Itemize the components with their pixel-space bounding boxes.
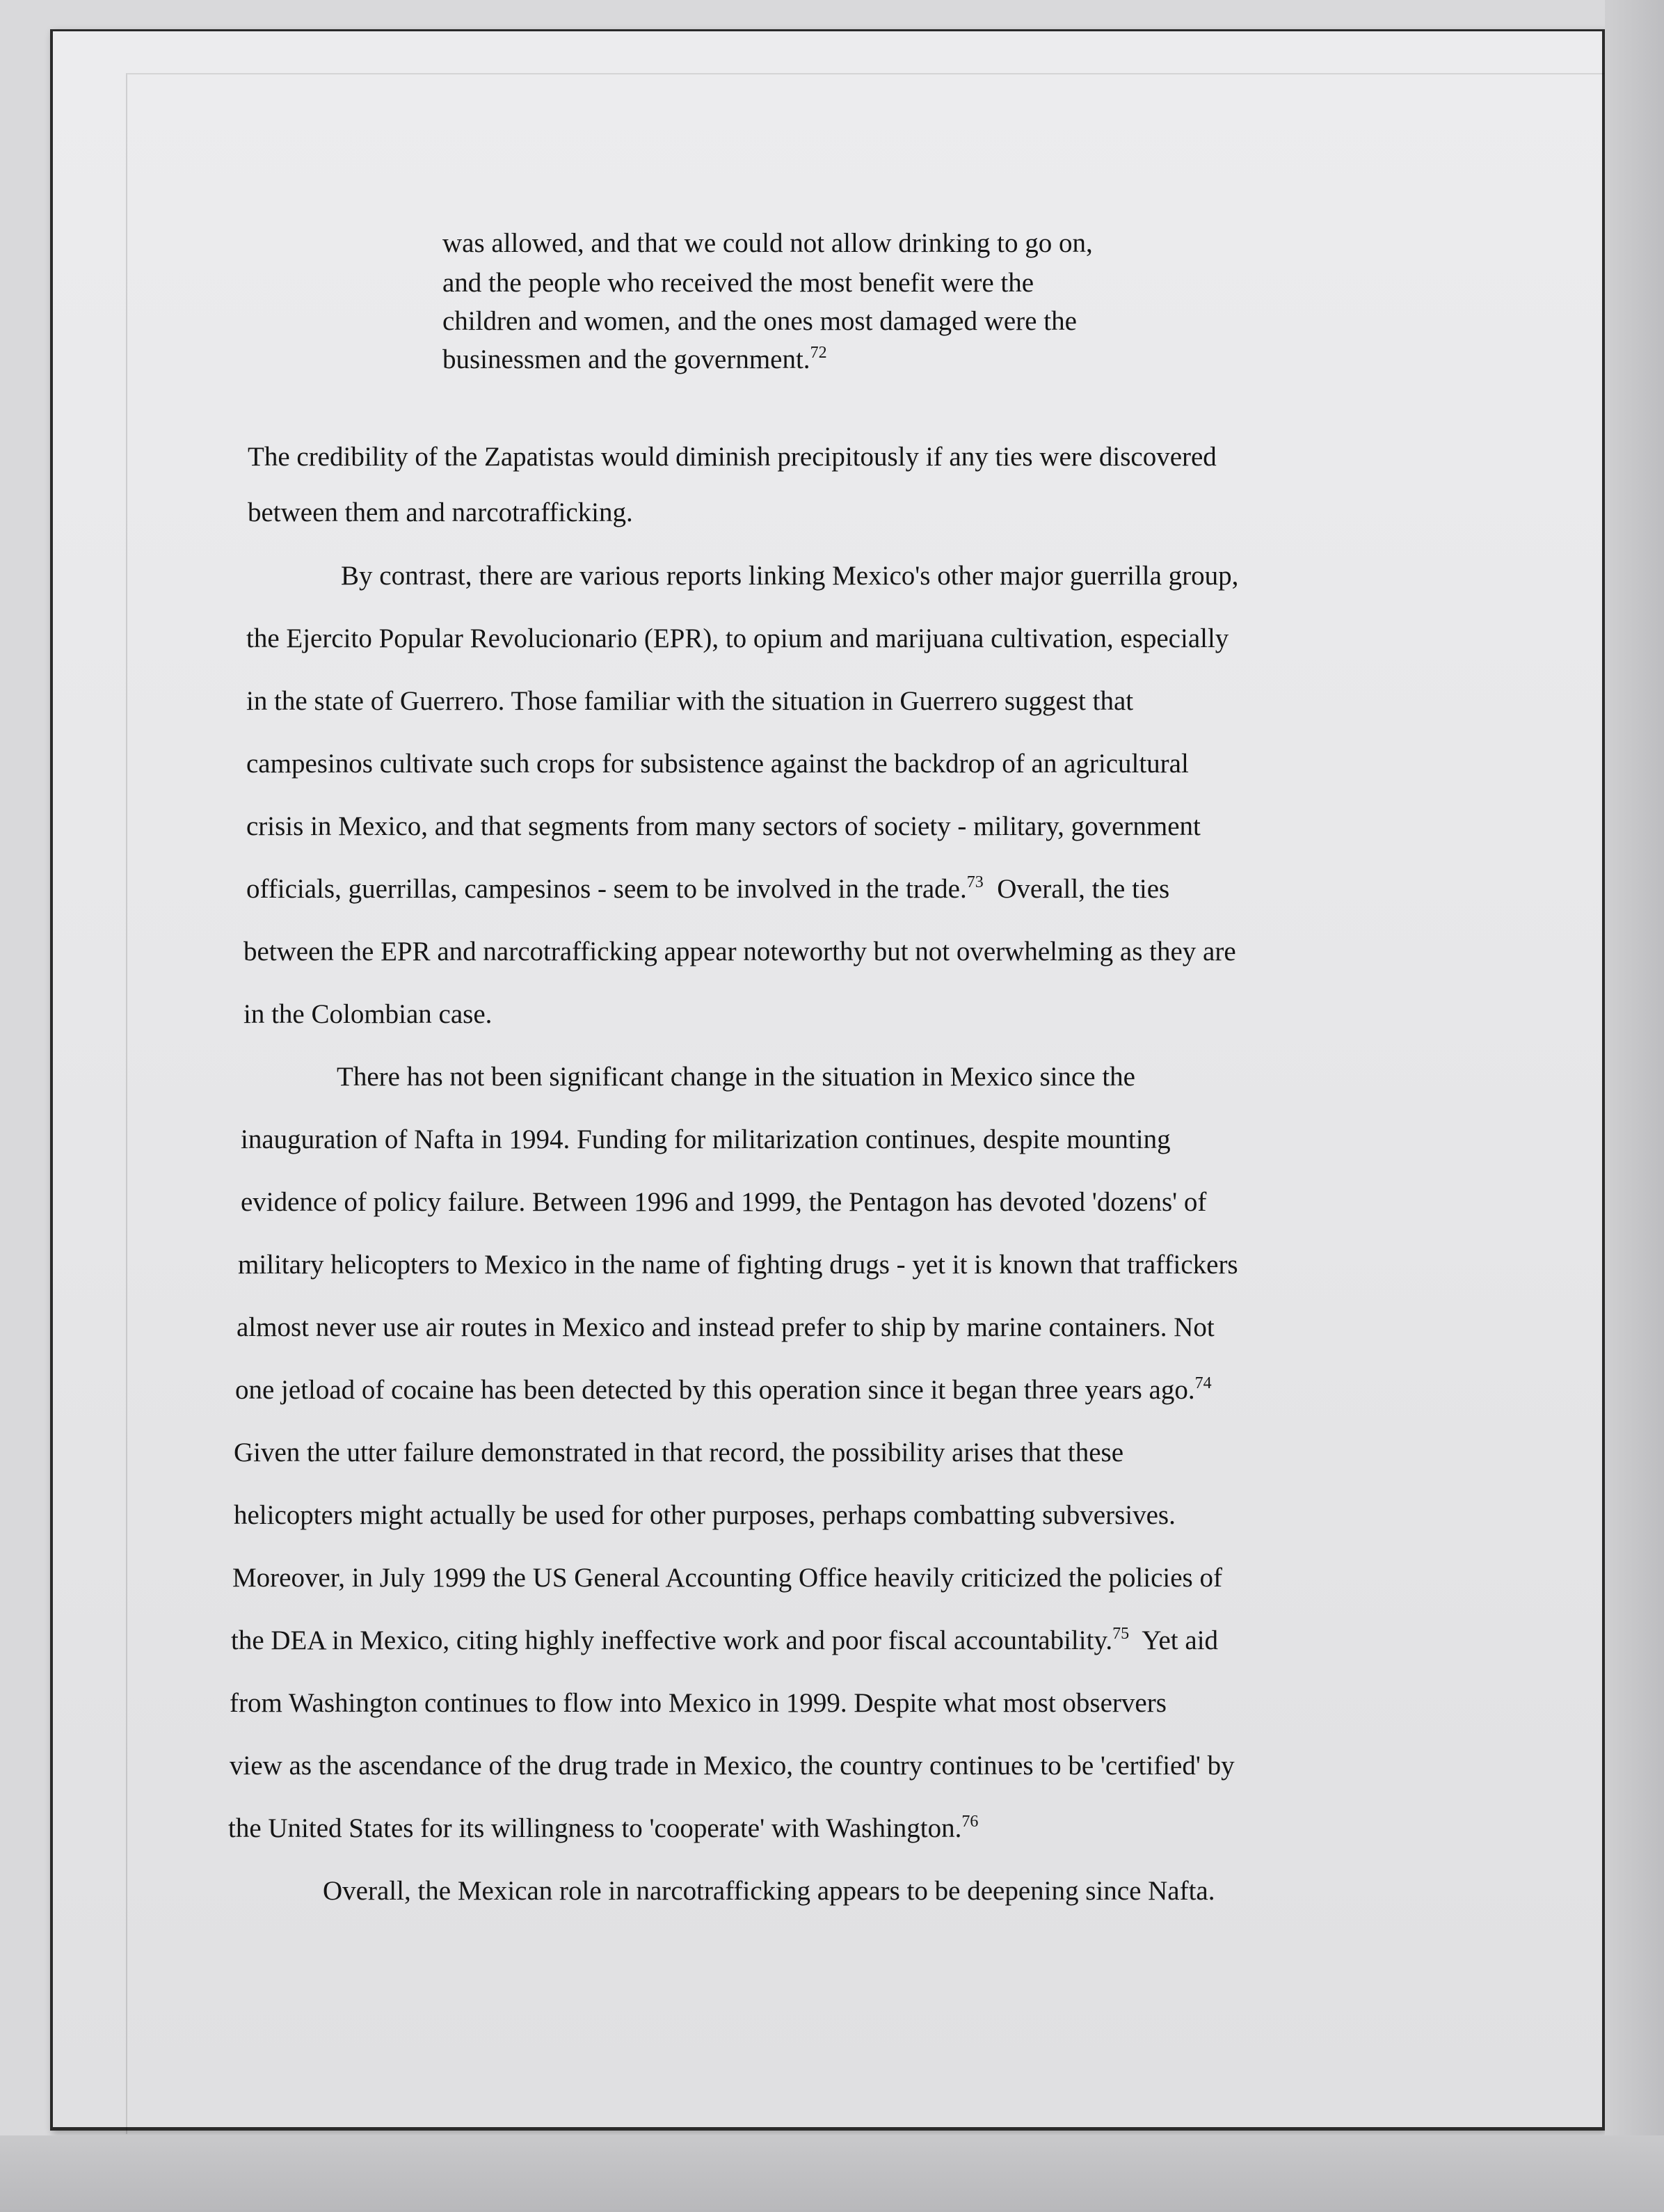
block-quote-text: businessmen and the government. xyxy=(442,344,810,374)
paragraph-line: Given the utter failure demonstrated in that record, the possibility arises that these xyxy=(234,1438,1124,1467)
scanner-edge-bottom xyxy=(0,2135,1664,2212)
paragraph-text: Yet aid xyxy=(1129,1625,1219,1655)
paragraph-text: one jetload of cocaine has been detected by this operation since it began three years ago. xyxy=(235,1375,1195,1405)
paragraph-line: military helicopters to Mexico in the name of fighting drugs - yet it is known that traffickers xyxy=(238,1250,1238,1280)
scanner-edge-right xyxy=(1605,0,1664,2212)
paragraph-line: in the Colombian case. xyxy=(243,999,493,1029)
footnote-marker: 75 xyxy=(1112,1625,1130,1643)
paragraph-line: evidence of policy failure. Between 1996 and 1999, the Pentagon has devoted 'dozens' of xyxy=(241,1187,1207,1217)
paragraph-line: helicopters might actually be used for other purposes, perhaps combatting subversives. xyxy=(234,1500,1176,1530)
block-quote-line: was allowed, and that we could not allow drinking to go on, xyxy=(442,228,1093,258)
paragraph-text: the United States for its willingness to 'cooperate' with Washington. xyxy=(228,1813,962,1843)
block-quote-line xyxy=(442,346,827,373)
paragraph-line: Moreover, in July 1999 the US General Accounting Office heavily criticized the policies of xyxy=(232,1563,1222,1593)
paragraph-line: between them and narcotrafficking. xyxy=(248,498,633,527)
paragraph-line: from Washington continues to flow into Mexico in 1999. Despite what most observers xyxy=(230,1688,1167,1718)
footnote-marker: 76 xyxy=(961,1813,979,1831)
paragraph-text: Overall, the ties xyxy=(983,874,1170,904)
paragraph-line: the Ejercito Popular Revolucionario (EPR), to opium and marijuana cultivation, especially xyxy=(246,623,1229,653)
paragraph-line: almost never use air routes in Mexico and instead prefer to ship by marine containers. Not xyxy=(237,1312,1215,1342)
paragraph-line: By contrast, there are various reports linking Mexico's other major guerrilla group, xyxy=(341,561,1239,591)
footnote-marker: 72 xyxy=(810,344,827,362)
paragraph-line: inauguration of Nafta in 1994. Funding for militarization continues, despite mounting xyxy=(241,1124,1171,1154)
paragraph-line xyxy=(231,1627,1218,1654)
block-quote-line: and the people who received the most benefit were the xyxy=(442,268,1034,298)
paragraph-text: the DEA in Mexico, citing highly ineffective work and poor fiscal accountability. xyxy=(231,1625,1113,1655)
block-quote-line: children and women, and the ones most damaged were the xyxy=(442,306,1077,336)
paragraph-line xyxy=(228,1815,978,1842)
paragraph-line xyxy=(246,875,1169,902)
paragraph-line: Overall, the Mexican role in narcotrafficking appears to be deepening since Nafta. xyxy=(323,1876,1215,1906)
paragraph-line: in the state of Guerrero. Those familiar with the situation in Guerrero suggest that xyxy=(246,686,1134,716)
footnote-marker: 74 xyxy=(1194,1374,1212,1392)
paragraph-line: view as the ascendance of the drug trade in Mexico, the country continues to be 'certified' by xyxy=(230,1751,1235,1781)
paragraph-line xyxy=(235,1376,1212,1403)
paragraph-line: crisis in Mexico, and that segments from many sectors of society - military, government xyxy=(246,811,1201,841)
footnote-marker: 73 xyxy=(966,873,984,891)
paragraph-line: campesinos cultivate such crops for subsistence against the backdrop of an agricultural xyxy=(246,749,1189,779)
paragraph-line: between the EPR and narcotrafficking appear noteworthy but not overwhelming as they are xyxy=(243,937,1236,966)
paragraph-line: There has not been significant change in the situation in Mexico since the xyxy=(337,1062,1135,1092)
paragraph-line: The credibility of the Zapatistas would diminish precipitously if any ties were discovered xyxy=(248,442,1217,472)
paragraph-text: officials, guerrillas, campesinos - seem to be involved in the trade. xyxy=(246,874,967,904)
